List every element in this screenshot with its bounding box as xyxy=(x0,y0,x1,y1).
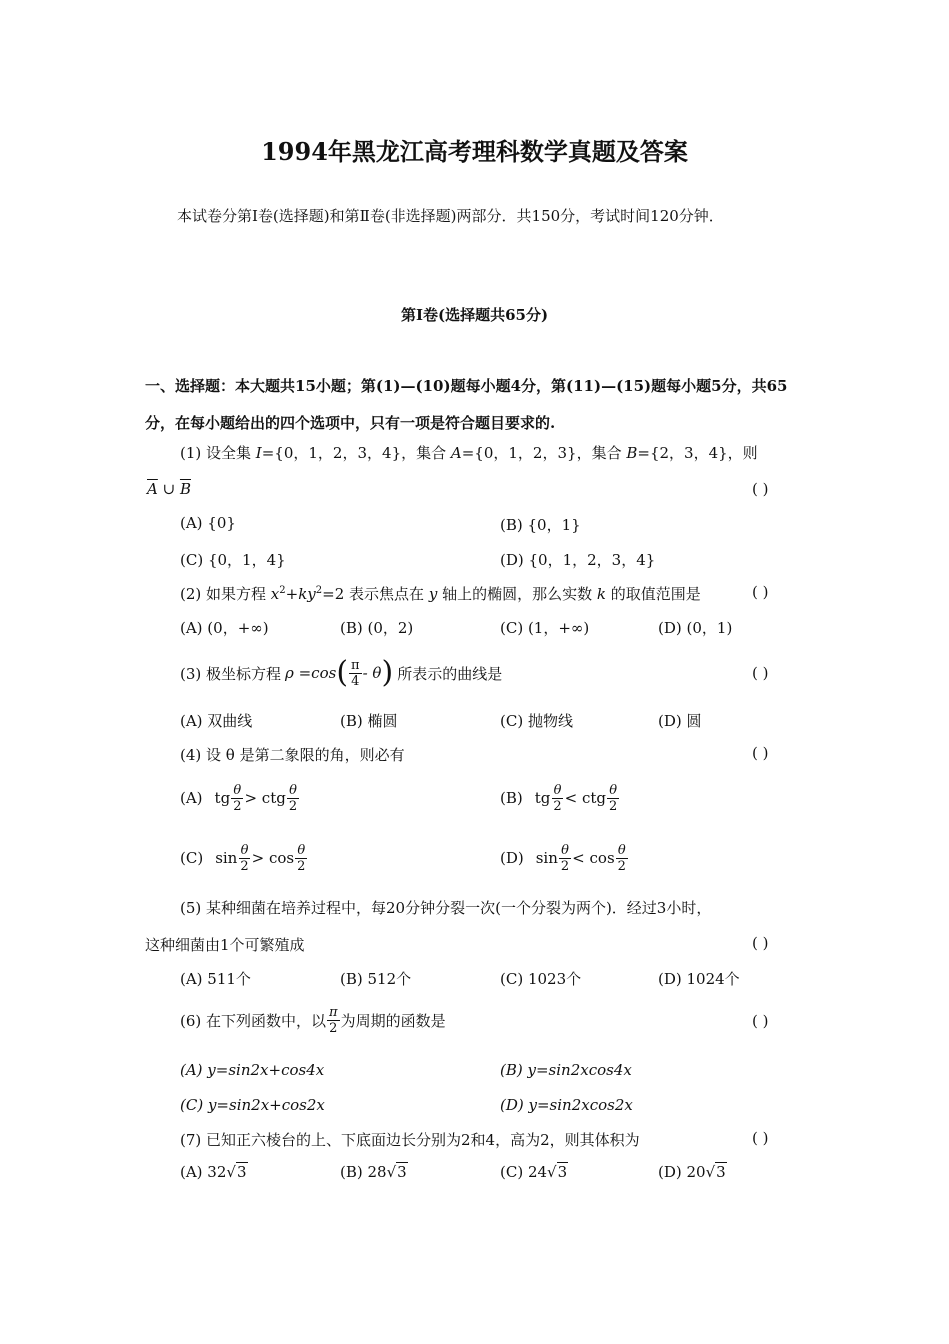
q7-c-label: (C) 24 xyxy=(500,1163,548,1181)
q4-d-frac2 xyxy=(616,843,628,874)
section-instructions: 一、选择题：本大题共15小题；第(1)—(10)题每小题4分，第(11)—(15)题每小题5分，共65分，在每小题给出的四个选项中，只有一项是符合题目要求的. xyxy=(145,377,788,432)
q1-option-b: (B) {0，1} xyxy=(500,516,581,534)
q1-var-i: I xyxy=(255,444,262,462)
q4-a-two2: 2 xyxy=(288,798,298,814)
q4-d-two1: 2 xyxy=(560,858,570,874)
q4-b-theta2: θ xyxy=(609,782,618,798)
q4-b-op: < ctg xyxy=(564,789,607,807)
q3-option-c: (C) 抛物线 xyxy=(500,712,573,730)
q1-expr-cup: ∪ xyxy=(157,480,180,498)
q4-d-two2: 2 xyxy=(617,858,626,874)
question-1-stem xyxy=(180,442,758,463)
q2-option-b: (B) (0，2) xyxy=(340,619,414,637)
q2-sup-1: 2 xyxy=(279,585,286,596)
q2-var-ky: ky xyxy=(298,585,316,603)
q4-a-theta1: θ xyxy=(233,782,242,798)
q2-var-k: k xyxy=(596,585,606,603)
q4-c-theta2: θ xyxy=(297,842,306,858)
q3-pi: π xyxy=(351,657,360,673)
q4-c-frac1 xyxy=(238,843,250,874)
q6-option-b: (B) y=sin2xcos4x xyxy=(500,1061,632,1079)
q4-b-frac2 xyxy=(607,783,619,814)
q4-d-label: (D) xyxy=(500,849,524,867)
q3-minus-theta: - θ xyxy=(362,664,382,682)
question-4-stem: (4) 设 θ 是第二象限的角，则必有 xyxy=(180,746,405,764)
q2-text-c: 的取值范围是 xyxy=(605,585,701,603)
q4-c-two2: 2 xyxy=(297,858,306,874)
q1-answer-paren: ( ) xyxy=(752,480,769,498)
q7-d-radicand: 3 xyxy=(716,1163,726,1181)
q5-answer-paren: ( ) xyxy=(752,934,769,952)
q1-var-a: A xyxy=(450,444,462,462)
q1-text-b: ={0，1，2，3，4}，集合 xyxy=(261,444,451,462)
q5-option-d: (D) 1024个 xyxy=(658,970,740,988)
q7-d-label: (D) 20 xyxy=(658,1163,706,1181)
q3-rho-cos: ρ =cos xyxy=(285,664,337,682)
question-5-line-2: 这种细菌由1个可繁殖成 xyxy=(145,936,305,954)
q3-option-d: (D) 圆 xyxy=(658,712,702,730)
q6-option-d: (D) y=sin2xcos2x xyxy=(500,1096,633,1114)
q4-b-theta1: θ xyxy=(553,782,562,798)
q4-d-theta2: θ xyxy=(617,842,626,858)
q1-option-c: (C) {0，1，4} xyxy=(180,551,286,569)
q4-answer-paren: ( ) xyxy=(752,744,769,762)
q7-option-d xyxy=(658,1163,727,1181)
q7-c-radicand: 3 xyxy=(557,1163,568,1181)
q6-pi: π xyxy=(329,1004,338,1020)
q4-c-func1: sin xyxy=(215,849,238,867)
q7-answer-paren: ( ) xyxy=(752,1129,769,1147)
q4-a-frac2 xyxy=(287,783,299,814)
q7-b-sqrt: √3 xyxy=(386,1163,407,1181)
q4-a-two1: 2 xyxy=(233,798,242,814)
q7-b-label: (B) 28 xyxy=(340,1163,387,1181)
q2-var-y: y xyxy=(428,585,438,603)
q2-text-eq: =2 表示焦点在 xyxy=(322,585,429,603)
q6-option-c: (C) y=sin2x+cos2x xyxy=(180,1096,325,1114)
q5-option-a: (A) 511个 xyxy=(180,970,251,988)
q4-d-frac1 xyxy=(559,843,571,874)
q1-text-c: ={0，1，2，3}，集合 xyxy=(461,444,627,462)
q1-option-d: (D) {0，1，2，3，4} xyxy=(500,551,656,569)
question-2-stem xyxy=(180,583,701,604)
q2-text-b: 轴上的椭圆，那么实数 xyxy=(437,585,597,603)
q7-c-sqrt: √3 xyxy=(547,1163,568,1181)
q2-var-x: x xyxy=(270,585,280,603)
q7-option-b xyxy=(340,1163,408,1181)
q4-d-op: < cos xyxy=(572,849,615,867)
q4-option-d xyxy=(500,838,629,878)
q2-option-a: (A) (0，+∞) xyxy=(180,619,269,637)
q4-d-theta1: θ xyxy=(561,842,569,858)
q7-option-c xyxy=(500,1163,568,1181)
q3-four: 4 xyxy=(351,673,360,689)
q2-option-d: (D) (0，1) xyxy=(658,619,733,637)
q3-option-a: (A) 双曲线 xyxy=(180,712,253,730)
q7-d-sqrt: √3 xyxy=(705,1163,726,1181)
q4-option-b xyxy=(500,778,620,818)
q5-option-c: (C) 1023个 xyxy=(500,970,582,988)
q4-option-a xyxy=(180,778,300,818)
q4-option-c xyxy=(180,838,308,878)
q1-var-b: B xyxy=(626,444,638,462)
q3-fraction-pi-4 xyxy=(349,658,362,689)
q4-b-label: (B) xyxy=(500,789,523,807)
q7-a-sqrt: √3 xyxy=(226,1163,247,1181)
q1-text-d: ={2，3，4}，则 xyxy=(637,444,758,462)
q2-plus: + xyxy=(285,585,299,603)
q2-text-a: (2) 如果方程 xyxy=(180,585,271,603)
q1-text-a: (1) 设全集 xyxy=(180,444,256,462)
q4-c-theta1: θ xyxy=(240,842,249,858)
q3-left-paren: ( xyxy=(336,655,349,690)
q4-c-two1: 2 xyxy=(240,858,249,874)
q4-a-label: (A) xyxy=(180,789,203,807)
question-1-expression xyxy=(147,480,191,498)
q6-fraction-pi-2 xyxy=(327,1005,340,1036)
section-title: 第Ⅰ卷(选择题共65分) xyxy=(400,306,549,324)
q7-b-radicand: 3 xyxy=(397,1163,407,1181)
q7-a-radicand: 3 xyxy=(236,1163,247,1181)
q6-two: 2 xyxy=(329,1020,338,1036)
q7-option-a xyxy=(180,1163,248,1181)
q4-a-func1: tg xyxy=(214,789,231,807)
q4-b-two2: 2 xyxy=(609,798,618,814)
q4-d-func1: sin xyxy=(535,849,558,867)
q6-option-a: (A) y=sin2x+cos4x xyxy=(180,1061,325,1079)
q6-answer-paren: ( ) xyxy=(752,1012,769,1030)
question-5-line-1: (5) 某种细菌在培养过程中，每20分钟分裂一次(一个分裂为两个)．经过3小时， xyxy=(180,899,712,917)
q4-a-theta2: θ xyxy=(289,782,297,798)
q6-text-b: 为周期的函数是 xyxy=(340,1011,446,1030)
q1-expr-a-complement: $\overline{A}$ xyxy=(147,480,158,498)
q4-c-label: (C) xyxy=(180,849,204,867)
q3-option-b: (B) 椭圆 xyxy=(340,712,398,730)
q6-text-a: (6) 在下列函数中，以 xyxy=(180,1011,327,1030)
intro-paragraph: 本试卷分第Ⅰ卷(选择题)和第Ⅱ卷(非选择题)两部分．共150分，考试时间120分钟． xyxy=(177,207,724,225)
question-7-stem: (7) 已知正六棱台的上、下底面边长分别为2和4，高为2，则其体积为 xyxy=(180,1131,640,1149)
page-title: 1994年黑龙江高考理科数学真题及答案 xyxy=(261,137,688,166)
question-6-stem xyxy=(180,1000,446,1040)
q5-option-b: (B) 512个 xyxy=(340,970,412,988)
question-3-stem xyxy=(180,650,502,696)
q4-b-frac1 xyxy=(551,783,563,814)
q1-option-a: (A) {0} xyxy=(180,514,236,532)
q4-c-frac2 xyxy=(295,843,307,874)
q4-a-frac1 xyxy=(231,783,243,814)
q2-answer-paren: ( ) xyxy=(752,583,769,601)
q3-text-a: (3) 极坐标方程 xyxy=(180,664,282,683)
q4-a-op: > ctg xyxy=(244,789,286,807)
q3-answer-paren: ( ) xyxy=(752,664,769,682)
q4-b-two1: 2 xyxy=(553,798,562,814)
q3-text-b: 所表示的曲线是 xyxy=(397,664,503,683)
q1-expr-b-complement: $\overline{B}$ xyxy=(179,480,191,498)
q2-option-c: (C) (1，+∞) xyxy=(500,619,590,637)
q4-b-func1: tg xyxy=(534,789,551,807)
q3-right-paren: ) xyxy=(381,655,394,690)
q7-a-label: (A) 32 xyxy=(180,1163,227,1181)
q4-c-op: > cos xyxy=(251,849,295,867)
q2-sup-2: 2 xyxy=(315,585,323,596)
